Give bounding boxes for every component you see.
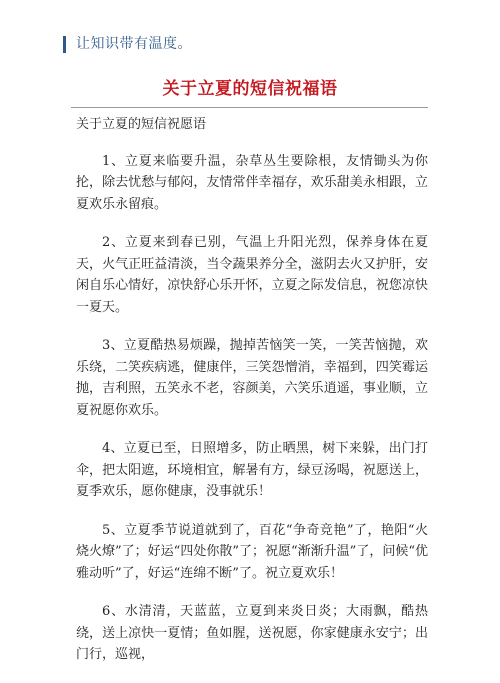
paragraph-1: 1、立夏来临要升温，杂草丛生要除根，友情锄头为你抡，除去忧愁与郁闷，友情常伴幸福存，欢乐甜美永相跟，立夏欢乐永留痕。 <box>76 153 428 212</box>
paragraph-2: 2、立夏来到春已别，气温上升阳光烈，保养身体在夏天，火气正旺益清淡，当令蔬果养分全，滋阴去火又护肝，安闲自乐心情好，凉快舒心乐开怀，立夏之际发信息，祝您凉快一夏天。 <box>76 235 428 315</box>
document-title: 关于立夏的短信祝福语 <box>162 79 338 99</box>
paragraph-5: 5、立夏季节说道就到了，百花“争奇竞艳”了，艳阳“火烧火燎”了；好运“四处你散”了；祝愿“渐渐升温”了，问候“优雅动听”了，好运“连绵不断”了。祝立夏欢乐！ <box>76 522 428 581</box>
paragraph-4: 4、立夏已至，日照增多，防止晒黑，树下来躲，出门打伞，把太阳遮，环境相宜，解暑有方，绿豆汤喝，祝愿送上，夏季欢乐，愿你健康，没事就乐！ <box>76 441 428 499</box>
slogan-accent-bar <box>63 36 66 53</box>
paragraph-3: 3、立夏酷热易烦躁，抛掉苦恼笑一笑，一笑苦恼抛，欢乐绕，二笑疾病逃，健康伴，三笑怨憎消，幸福到，四笑霉运抛，吉利照，五笑永不老，容颜美，六笑乐逍遥，事业顺，立夏祝愿你欢乐。 <box>76 338 428 418</box>
document-subtitle: 关于立夏的短信祝愿语 <box>76 117 207 132</box>
document-body <box>76 114 428 683</box>
paragraph-6: 6、水清清，天蓝蓝，立夏到来炎日炎；大雨飘，酷热绕，送上凉快一夏情；鱼如腥，送祝愿，你家健康永安宁；出门行，巡视， <box>76 604 428 662</box>
site-slogan: 让知识带有温度。 <box>76 36 192 52</box>
title-divider <box>71 107 428 108</box>
